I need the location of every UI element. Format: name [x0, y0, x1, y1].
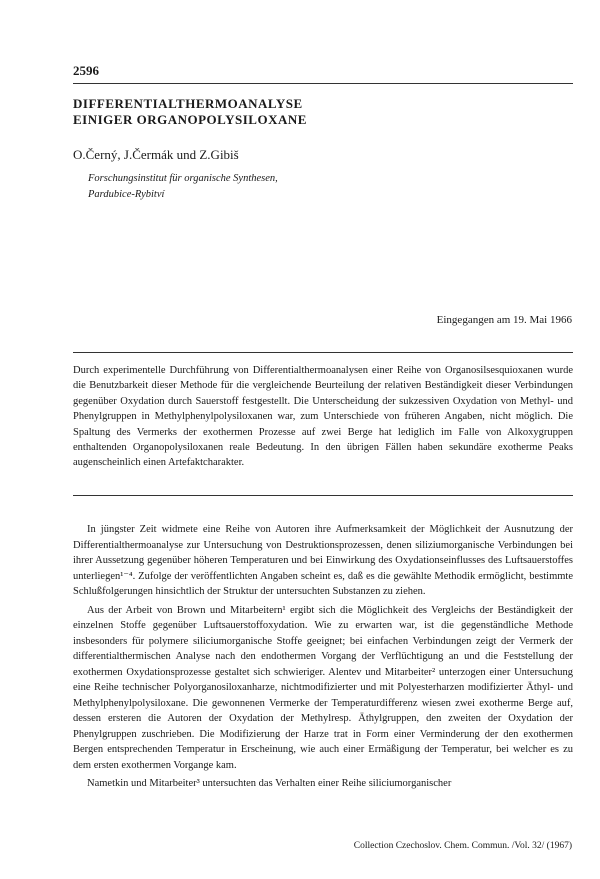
abstract-top-rule [73, 352, 573, 353]
paragraph-3: Nametkin und Mitarbeiter³ untersuchten das Verhalten einer Reihe siliciumorganischer [87, 778, 452, 789]
affiliation [88, 171, 278, 203]
journal-footer: Collection Czechoslov. Chem. Commun. /Vol. 32/ (1967) [353, 841, 572, 851]
paragraph-2: Aus der Arbeit von Brown und Mitarbeitern¹ ergibt sich die Möglichkeit des Vergleichs der Beständigkeit der einzelnen Stoffe gegenüber Luftsauerstoffoxydation. Wie zu erwarten war, ist die gegenständliche Methode insbesonders für polymere siliciumorganische Stoffe geeignet; bei einfachen Verbindungen zeigt der Vermerk der differentialthermischen Analyse nach den endothermen Vorgang der Verflüchtigung an und die Feststellung der exothermen Oxydationsprozesse gestaltet sich schwieriger. Alentev und Mitarbeiter² unterzogen einer Untersuchung eine Reihe technischer Polyorganosiloxanharze, nichtmodifizierter und mit Polyesterharzen modifizierter Äthyl- und Methylphenylpolysiloxane. Die gewonnenen Vermerke der Temperaturdifferenz wiesen zwei exotherme Berge auf, dessen ersteren die Autoren der Oxydation der Methylresp. Äthylgruppen, den zweiten der Oxydation der Phenylgruppen zuschrieben. Die Modifizierung der Harze trat in Form einer Verminderung der den exothermen Bergen entsprechenden Temperatur in Erscheinung, wie auch einer Ermäßigung der Temperatur, bei welcher es zu dem ersten exothermen Vorgange kam. [73, 604, 573, 771]
affiliation-line-1: Forschungsinstitut für organische Synthesen, [88, 173, 278, 184]
title-line-1: DIFFERENTIALTHERMOANALYSE [73, 96, 303, 111]
article-title [73, 96, 307, 128]
title-line-2: EINIGER ORGANOPOLYSILOXANE [73, 112, 307, 127]
abstract: Durch experimentelle Durchführung von Differentialthermoanalysen einer Reihe von Organosilsesquioxanen wurde die Benutzbarkeit dieser Methode für die vergleichende Beurteilung der relativen Beständigkeit dieser Verbindungen gegenüber Oxydation durch Sauerstoff festgestellt. Die Unterscheidung der sukzessiven Oxydation von Methyl- und Phenylgruppen in Methylphenylpolysiloxanen war, zum Unterschiede von früheren Angaben, nicht möglich. Die Spaltung des Vermerks der exothermen Prozesse auf zwei Berge hat lediglich im Falle von Alkoxygruppen enthaltenden Organopolysiloxanen reale Bedeutung. In den übrigen Fällen haben sekundäre exotherme Peaks augenscheinlich einen Artefaktcharakter. [73, 365, 573, 469]
authors: O.Černý, J.Čermák und Z.Gibiš [73, 147, 239, 162]
affiliation-line-2: Pardubice-Rybitví [88, 189, 165, 200]
abstract-bottom-rule [73, 495, 573, 496]
body-text [73, 522, 573, 795]
received-date: Eingegangen am 19. Mai 1966 [436, 314, 572, 326]
page-number: 2596 [73, 63, 99, 78]
paragraph-1: In jüngster Zeit widmete eine Reihe von Autoren ihre Aufmerksamkeit der Möglichkeit der Ausnutzung der Differentialthermoanalyse zur Untersuchung von Destruktionsprozessen, denen siliziumorganische Verbindungen bei ihrer Aussetzung gegenüber höheren Temperaturen und bei Einwirkung des Oxydationseinflusses des Luftsauerstoffes unterliegen¹⁻⁴. Zufolge der veröffentlichten Angaben scheint es, daß es die gewählte Methodik ermöglicht, bestimmte Schlußfolgerungen hinsichtlich der Struktur der untersuchten Substanzen zu ziehen. [73, 524, 573, 597]
header-rule [73, 83, 573, 84]
